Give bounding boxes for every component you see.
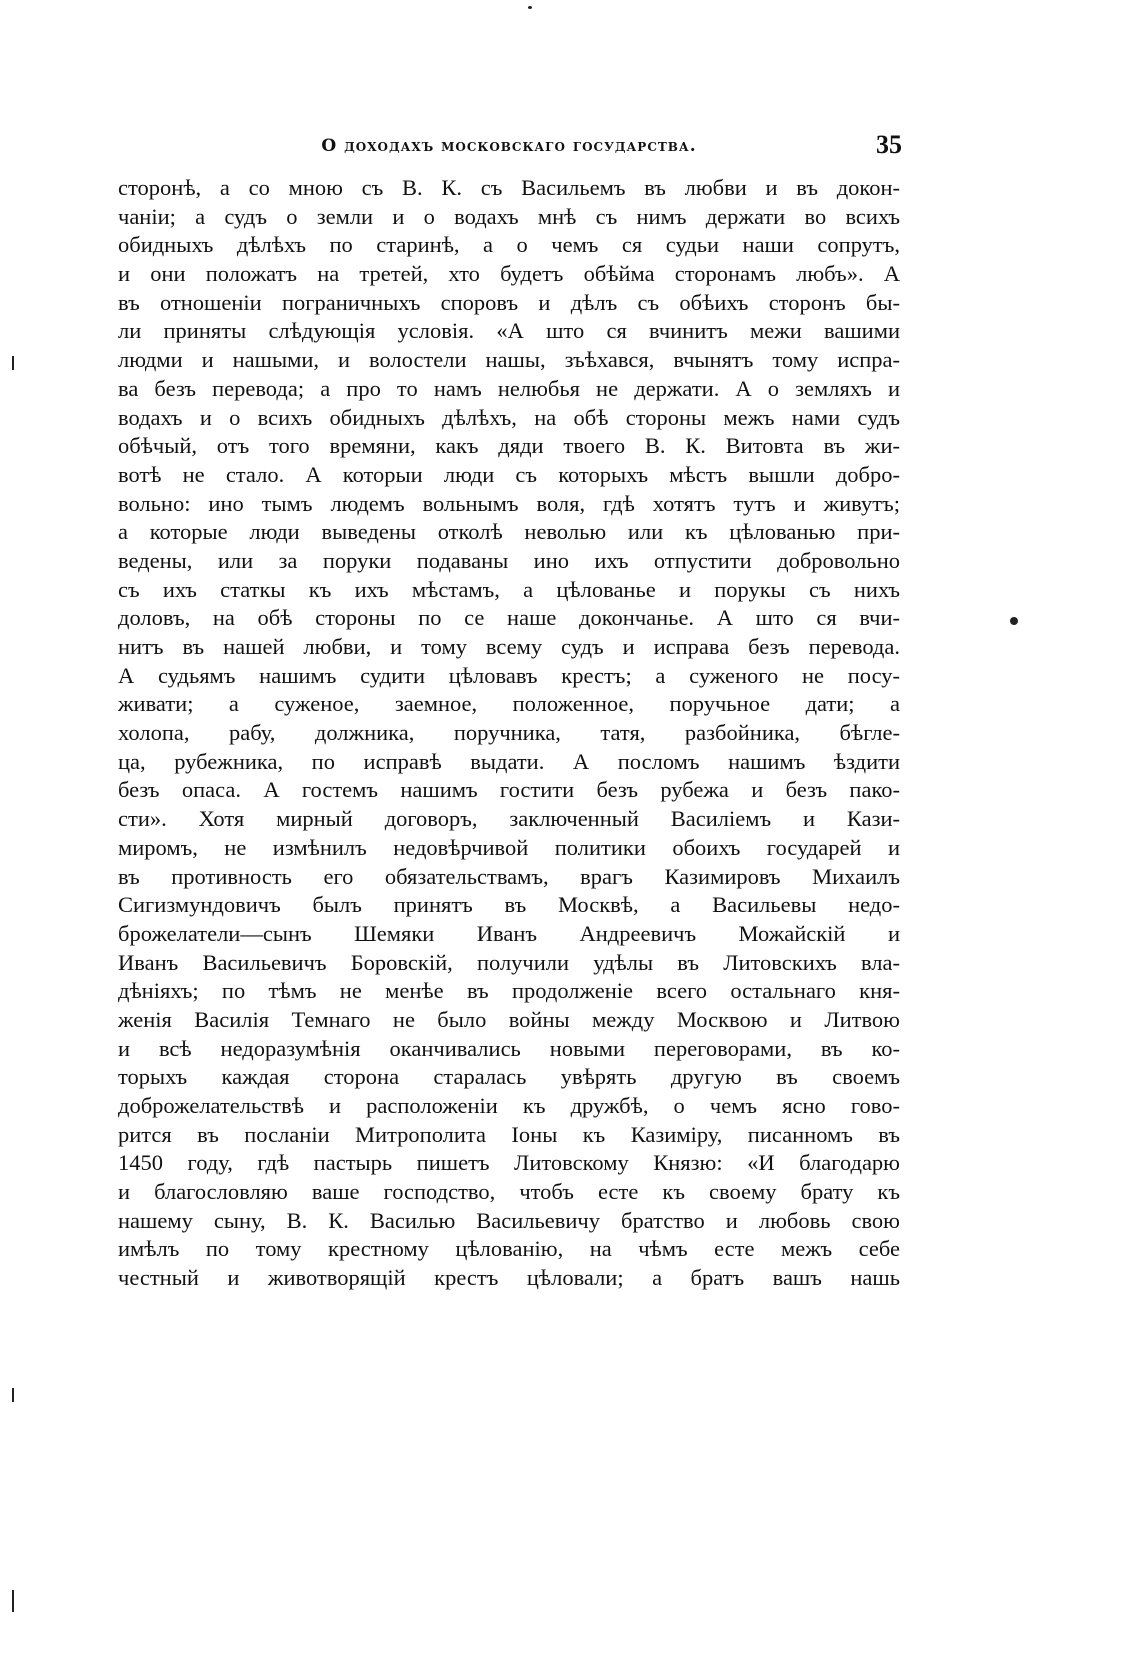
text-line: обѣчый, отъ того времяни, какъ дяди твоего В. К. Витовта въ жи-: [118, 433, 900, 459]
text-line: водахъ и о всихъ обидныхъ дѣлѣхъ, на обѣ стороны межъ нами судъ: [118, 404, 900, 430]
margin-mark: [12, 1388, 14, 1402]
text-line: честный и животворящій крестъ цѣловали; а братъ вашъ нашь: [118, 1265, 900, 1291]
margin-mark: [12, 356, 14, 370]
text-line: вотѣ не стало. А которыи люди съ которыхъ мѣстъ вышли добро-: [118, 461, 900, 487]
text-line: 1450 году, гдѣ пастырь пишетъ Литовскому Князю: «И благодарю: [118, 1150, 900, 1176]
text-line: холопа, рабу, должника, поручника, татя, разбойника, бѣглe-: [118, 720, 900, 746]
text-line: безъ опаса. А гостемъ нашимъ гостити безъ рубежа и безъ пако-: [118, 777, 900, 803]
text-line: обидныхъ дѣлѣхъ по старинѣ, а о чемъ ся судьи наши сопрутъ,: [118, 232, 900, 258]
text-line: доброжелательствѣ и расположеніи къ дружбѣ, о чемъ ясно гово-: [118, 1093, 900, 1118]
text-line: нашему сыну, В. К. Василью Васильевичу братство и любовь свою: [118, 1207, 900, 1233]
text-line: и благословляю ваше господство, чтобъ есте къ своему брату къ: [118, 1179, 900, 1205]
ink-speck: [528, 6, 532, 9]
text-line: А судьямъ нашимъ судити цѣловавъ крестъ; а суженого не посу-: [118, 662, 900, 688]
text-line: доловъ, на обѣ стороны по се наше докончанье. А што ся вчи-: [118, 605, 900, 631]
text-line: рится въ посланіи Митрополита Іоны къ Казиміру, писанномъ въ: [118, 1121, 900, 1147]
text-line: дѣніяхъ; по тѣмъ не менѣе въ продолженіе всего остальнаго кня-: [118, 978, 900, 1004]
text-line: сторонѣ, а со мною съ В. К. съ Васильемъ въ любви и въ докон-: [118, 175, 900, 200]
text-line: имѣлъ по тому крестному цѣлованію, на чѣмъ есте межъ себе: [118, 1236, 900, 1262]
text-line: Иванъ Васильевичъ Боровскій, получили удѣлы въ Литовскихъ вла-: [118, 949, 900, 975]
margin-mark: [12, 1590, 14, 1612]
text-line: въ противность его обязательствамъ, врагъ Казимировъ Михаилъ: [118, 863, 900, 889]
text-line: сти». Хотя мирный договоръ, заключенный Василіемъ и Кази-: [118, 806, 900, 832]
text-line: людми и нашыми, и волостели нашы, зъѣхався, вчынятъ тому испра-: [118, 347, 900, 373]
text-line: ца, рубежника, по исправѣ выдати. А посломъ нашимъ ѣздити: [118, 748, 900, 774]
text-line: Сигизмундовичъ былъ принятъ въ Москвѣ, а Васильевы недо-: [118, 892, 900, 918]
page-number: 35: [876, 130, 902, 159]
text-line: ведены, или за поруки подаваны ино ихъ отпустити добровольно: [118, 547, 900, 573]
running-title: О доходахъ московскаго государства.: [321, 136, 697, 156]
text-line: въ отношеніи пограничныхъ споровъ и дѣлъ съ обѣихъ сторонъ бы-: [118, 289, 900, 315]
page-header: [116, 130, 902, 176]
ink-blot: [1010, 617, 1018, 625]
text-line: и они положатъ на третей, хто будетъ обѣйма сторонамъ любъ». А: [118, 261, 900, 287]
text-line: нитъ въ нашей любви, и тому всему судъ и исправа безъ перевода.: [118, 634, 900, 659]
text-line: и всѣ недоразумѣнія оканчивались новыми переговорами, въ ко-: [118, 1035, 900, 1061]
text-line: женія Василія Темнаго не было войны между Москвою и Литвою: [118, 1006, 900, 1032]
text-line: съ ихъ статкы къ ихъ мѣстамъ, а цѣлованье и порукы съ нихъ: [118, 576, 900, 602]
text-line: торыхъ каждая сторона старалась увѣрять другую въ своемъ: [118, 1064, 900, 1090]
text-line: а которые люди выведены отколѣ неволью или къ цѣлованью при-: [118, 519, 900, 545]
text-line: брожелатели—сынъ Шемяки Иванъ Андреевичъ Можайскій и: [118, 920, 900, 946]
text-line: вольно: ино тымъ людемъ вольнымъ воля, гдѣ хотятъ тутъ и живутъ;: [118, 490, 900, 516]
text-line: ва безъ перевода; а про то намъ нелюбья не держати. А о земляхъ и: [118, 375, 900, 401]
text-line: живати; а суженое, заемное, положенное, поручьное дати; а: [118, 691, 900, 717]
body-text: [118, 174, 900, 1293]
text-line: миромъ, не измѣнилъ недовѣрчивой политики обоихъ государей и: [118, 834, 900, 860]
text-line: чаніи; а судъ о земли и о водахъ мнѣ съ нимъ держати во всихъ: [118, 203, 900, 229]
text-line: ли приняты слѣдующія условія. «А што ся вчинитъ межи вашими: [118, 318, 900, 344]
